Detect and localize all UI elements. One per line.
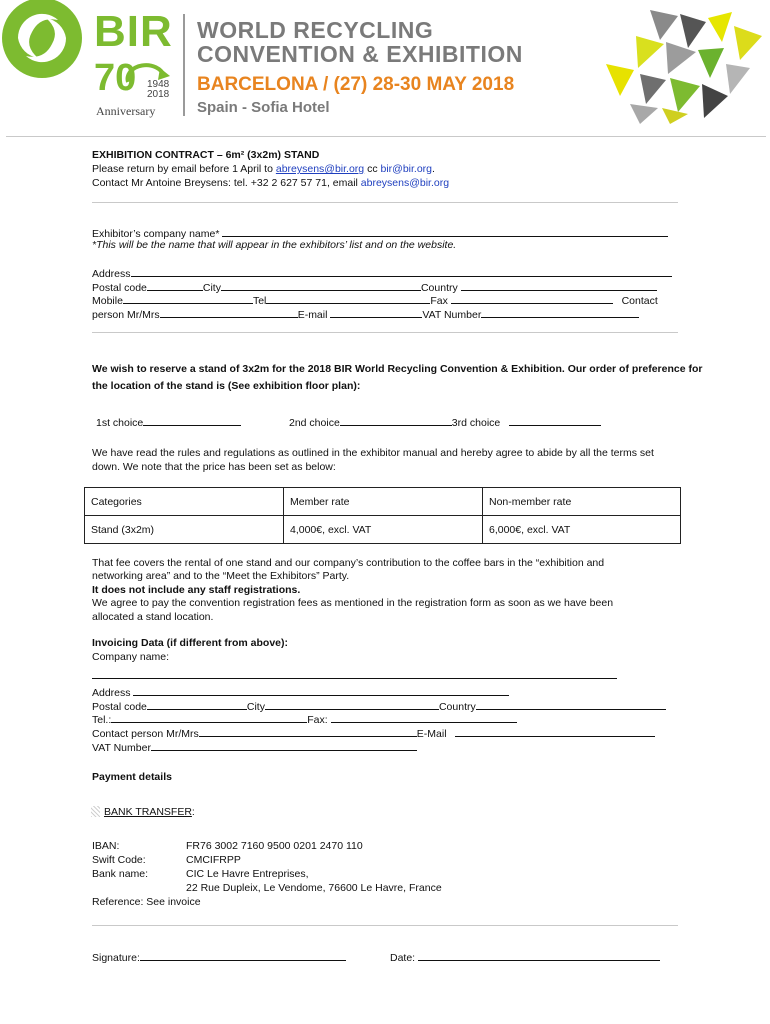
person-field[interactable]	[160, 307, 298, 318]
return-suffix: .	[432, 163, 435, 175]
table-header-cell: Non-member rate	[483, 488, 681, 516]
invoicing-postal-field[interactable]	[147, 699, 247, 710]
cc-email-link[interactable]: bir@bir.org	[380, 163, 433, 175]
payment-reference: Reference: See invoice	[92, 896, 201, 908]
bank-transfer-text: BANK TRANSFER	[104, 806, 192, 818]
return-instructions	[92, 163, 435, 176]
tel-field[interactable]	[266, 293, 430, 304]
section-rule-3	[92, 925, 678, 926]
vat-label: VAT Number	[422, 309, 482, 321]
iban-value: FR76 3002 7160 9500 0201 2470 110	[186, 840, 363, 852]
bank-transfer-label	[104, 806, 195, 819]
fax-label: Fax	[430, 295, 448, 307]
contact-label: Contact	[621, 295, 658, 307]
invoicing-company-label: Company name:	[92, 651, 170, 663]
reservation-line-1: We wish to reserve a stand of 3x2m for the 2018 BIR World Recycling Convention & Exhibition. Our order of preference for	[92, 363, 703, 375]
invoicing-contact-label: Contact person Mr/Mrs	[92, 728, 199, 740]
reservation-line-2: the location of the stand is (See exhibition floor plan):	[92, 380, 361, 392]
city-label: City	[202, 282, 221, 294]
fee-line-5: allocated a stand location.	[92, 611, 214, 623]
bank-name-label: Bank name:	[92, 868, 149, 880]
contact-email-link[interactable]: abreysens@bir.org	[360, 177, 450, 189]
bank-address-value: 22 Rue Dupleix, Le Vendome, 76600 Le Havre, France	[186, 882, 442, 894]
year-range	[147, 80, 169, 100]
tel-label: Tel	[252, 295, 267, 307]
signature-label: Signature:	[92, 952, 140, 964]
bir-circle-logo-icon	[0, 0, 92, 80]
mosaic-triangles-icon	[600, 8, 765, 126]
fee-line-4: We agree to pay the convention registration fees as mentioned in the registration form as soon as we have been	[92, 597, 614, 609]
section-rule-1	[92, 202, 678, 203]
year-start: 1948	[147, 79, 170, 90]
choice-2-3	[289, 415, 601, 430]
invoicing-country-field[interactable]	[476, 699, 666, 710]
table-header-row	[85, 488, 681, 516]
city-field[interactable]	[221, 280, 421, 291]
company-name-field[interactable]	[222, 226, 668, 237]
invoicing-fax-label: Fax:	[307, 714, 328, 726]
rules-line-2: down. We note that the price has been set as below:	[92, 461, 336, 473]
venue: Spain - Sofia Hotel	[197, 99, 330, 116]
iban-label: IBAN:	[92, 840, 120, 852]
header-rule	[6, 136, 766, 137]
invoicing-city-label: City	[246, 701, 265, 713]
event-dates: BARCELONA / (27) 28-30 MAY 2018	[197, 74, 515, 95]
fee-line-2: networking area” and to the “Meet the Exhibitors” Party.	[92, 570, 350, 582]
invoicing-contact-row	[92, 726, 655, 741]
address-row	[92, 266, 672, 281]
year-end: 2018	[147, 89, 170, 100]
invoicing-company-field[interactable]	[92, 678, 617, 679]
return-prefix: Please return by email before 1 April to	[92, 163, 276, 175]
invoicing-contact-field[interactable]	[199, 726, 417, 737]
invoicing-tel-label: Tel.:	[92, 714, 112, 726]
bank-name-value: CIC Le Havre Entreprises,	[186, 868, 309, 880]
choice-3-label: 3rd choice	[451, 417, 501, 429]
address-label: Address	[92, 268, 131, 280]
invoicing-vat-row	[92, 740, 417, 755]
address-field[interactable]	[131, 266, 672, 277]
company-name-label: Exhibitor’s company name*	[92, 228, 220, 240]
swift-label: Swift Code:	[92, 854, 146, 866]
choice-2-field[interactable]	[340, 415, 452, 426]
invoicing-tel-row	[92, 712, 517, 727]
anniversary-number: 70	[94, 57, 137, 99]
email-label: E-mail	[297, 309, 328, 321]
table-header-cell: Member rate	[284, 488, 483, 516]
mobile-label: Mobile	[92, 295, 123, 307]
date-row	[390, 950, 660, 965]
table-cell: 6,000€, excl. VAT	[483, 516, 681, 544]
choice-3-field[interactable]	[509, 415, 601, 426]
invoicing-city-field[interactable]	[265, 699, 439, 710]
vat-field[interactable]	[481, 307, 639, 318]
bank-transfer-colon: :	[191, 806, 195, 818]
price-table	[84, 487, 681, 544]
invoicing-title: Invoicing Data (if different from above):	[92, 637, 289, 649]
choice-2-label: 2nd choice	[289, 417, 340, 429]
contact-line	[92, 177, 449, 190]
invoicing-vat-label: VAT Number	[92, 742, 151, 754]
bir-logo-text: BIR	[94, 7, 173, 56]
anniversary-label: Anniversary	[96, 104, 156, 118]
signature-row	[92, 950, 346, 965]
fee-line-1: That fee covers the rental of one stand and our company’s contribution to the coffee bars in the “exhibition and	[92, 557, 605, 569]
fax-field[interactable]	[451, 293, 613, 304]
cc-text: cc	[364, 163, 381, 175]
section-rule-2	[92, 332, 678, 333]
date-field[interactable]	[418, 950, 660, 961]
title-line-2: CONVENTION & EXHIBITION	[197, 41, 523, 67]
choice-1-label: 1st choice	[96, 417, 144, 429]
postal-code-label: Postal code	[92, 282, 147, 294]
email-field[interactable]	[330, 307, 422, 318]
return-email-link[interactable]: abreysens@bir.org	[275, 163, 365, 175]
postal-code-field[interactable]	[147, 280, 203, 291]
date-label: Date:	[390, 952, 419, 964]
country-field[interactable]	[461, 280, 657, 291]
invoicing-postal-label: Postal code	[92, 701, 147, 713]
company-name-note: *This will be the name that will appear in the exhibitors’ list and on the website.	[92, 239, 457, 251]
swift-value: CMCIFRPP	[186, 854, 241, 866]
invoicing-fax-field[interactable]	[331, 712, 517, 723]
invoicing-address-label: Address	[92, 687, 131, 699]
header-divider	[183, 14, 185, 116]
person-row	[92, 307, 639, 322]
table-row	[85, 516, 681, 544]
choice-1-field[interactable]	[143, 415, 241, 426]
signature-field[interactable]	[140, 950, 346, 961]
invoicing-email-label: E-Mail	[416, 728, 447, 740]
person-label: person Mr/Mrs	[92, 309, 160, 321]
invoicing-address-field[interactable]	[133, 685, 509, 696]
invoicing-address-row	[92, 685, 509, 700]
invoicing-tel-field[interactable]	[111, 712, 307, 723]
contact-prefix: Contact Mr Antoine Breysens: tel. +32 2 627 57 71, email	[92, 177, 361, 189]
bank-transfer-checkbox[interactable]	[91, 806, 100, 817]
mobile-field[interactable]	[123, 293, 253, 304]
contract-title: EXHIBITION CONTRACT – 6m² (3x2m) STAND	[92, 149, 320, 161]
country-label: Country	[420, 282, 458, 294]
table-cell: 4,000€, excl. VAT	[284, 516, 483, 544]
invoicing-vat-field[interactable]	[151, 740, 417, 751]
payment-title: Payment details	[92, 771, 172, 783]
fee-line-3: It does not include any staff registrations.	[92, 584, 301, 596]
invoicing-country-label: Country	[438, 701, 476, 713]
table-header-cell: Categories	[85, 488, 284, 516]
mobile-row	[92, 293, 658, 308]
rules-line-1: We have read the rules and regulations as outlined in the exhibitor manual and hereby agree to abide by all the terms set	[92, 447, 654, 459]
table-cell: Stand (3x2m)	[85, 516, 284, 544]
title-line-1: WORLD RECYCLING	[197, 17, 434, 43]
invoicing-email-field[interactable]	[455, 726, 655, 737]
choice-1	[96, 415, 241, 430]
